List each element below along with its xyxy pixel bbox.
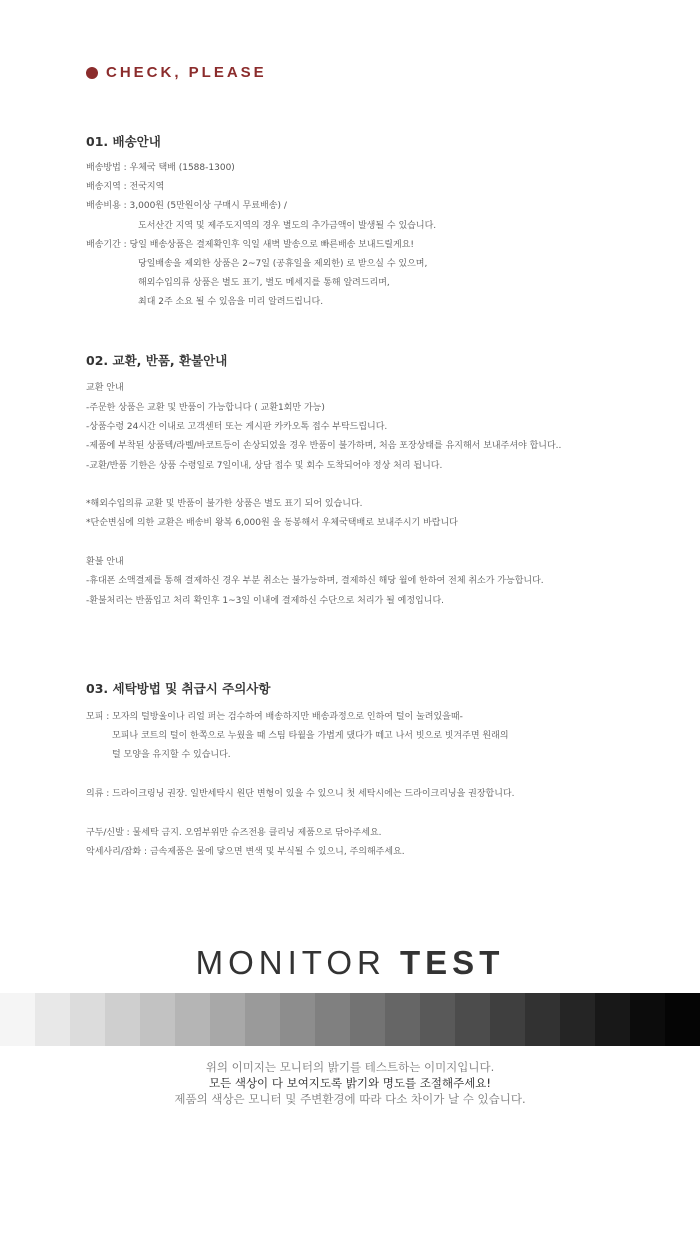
grayscale-swatch [665,993,700,1046]
monitor-title-light: MONITOR [195,944,401,981]
washing-title: 03. 세탁방법 및 취급시 주의사항 [86,681,271,696]
monitor-note: 제품의 색상은 모니터 및 주변환경에 따라 다소 차이가 날 수 있습니다. [174,1092,526,1106]
grayscale-swatch [35,993,70,1046]
grayscale-swatch [210,993,245,1046]
exchange-line: 환불 안내 [86,557,124,567]
shipping-line: 배송기간 : 당일 배송상품은 결제확인후 익일 새벽 발송으로 빠른배송 보내드릴게요! [86,240,414,250]
grayscale-swatch [315,993,350,1046]
grayscale-swatch [455,993,490,1046]
exchange-line: -교환/반품 기한은 상품 수령일로 7일이내, 상담 접수 및 회수 도착되어야 정상 처리 됩니다. [86,461,443,471]
exchange-line: -환불처리는 반품입고 처리 확인후 1~3일 이내에 결제하신 수단으로 처리가 될 예정입니다. [86,596,445,606]
shipping-line: 배송방법 : 우체국 택배 (1588-1300) [86,163,235,173]
grayscale-swatch [595,993,630,1046]
grayscale-swatch [245,993,280,1046]
monitor-test-title [0,944,700,982]
shipping-line: 최대 2주 소요 될 수 있음을 미리 알려드립니다. [138,297,324,307]
monitor-title-bold: TEST [400,944,505,981]
exchange-line: 교환 안내 [86,383,124,393]
bullet-dot-icon [86,67,98,79]
shipping-line: 배송비용 : 3,000원 (5만원이상 구매시 무료배송) / [86,201,287,211]
washing-line: 털 모양을 유지할 수 있습니다. [112,750,231,760]
grayscale-swatch [560,993,595,1046]
washing-line: 모피 : 모자의 털방울이나 리얼 퍼는 검수하여 배송하지만 배송과정으로 인하여 털이 눌려있을때- [86,712,463,722]
exchange-line: *단순변심에 의한 교환은 배송비 왕복 6,000원 을 동봉해서 우체국택배로 보내주시기 바랍니다 [86,518,458,528]
washing-line: 모피나 코트의 털이 한쪽으로 누웠을 때 스팀 타월을 가볍게 댔다가 떼고 나서 빗으로 빗겨주면 원래의 [112,731,509,741]
shipping-line: 해외수입의류 상품은 별도 표기, 별도 메세지를 통해 알려드리며, [138,278,390,288]
grayscale-swatch [70,993,105,1046]
check-please-header [86,64,267,81]
exchange-title: 02. 교환, 반품, 환불안내 [86,353,228,368]
shipping-line: 당일배송을 제외한 상품은 2~7일 (공휴일을 제외한) 로 받으실 수 있으며, [138,259,428,269]
exchange-line: -주문한 상품은 교환 및 반품이 가능합니다 ( 교환1회만 가능) [86,403,325,413]
shipping-line: 도서산간 지역 및 제주도지역의 경우 별도의 추가금액이 발생될 수 있습니다. [138,221,437,231]
washing-line: 악세사리/잡화 : 금속제품은 물에 닿으면 변색 및 부식될 수 있으니, 주의해주세요. [86,847,405,857]
header-title: CHECK, PLEASE [106,64,267,81]
grayscale-swatch [140,993,175,1046]
grayscale-swatch [630,993,665,1046]
grayscale-swatch [490,993,525,1046]
exchange-line: -상품수령 24시간 이내로 고객센터 또는 게시판 카카오톡 접수 부탁드립니다. [86,422,388,432]
grayscale-swatch [175,993,210,1046]
exchange-line: -제품에 부착된 상품텍/라벨/바코트등이 손상되었을 경우 반품이 불가하며, 처음 포장상태를 유지해서 보내주셔야 합니다.. [86,441,562,451]
monitor-note-emphasis: 모든 색상이 다 보여지도록 밝기와 명도를 조절해주세요! [208,1076,492,1090]
grayscale-swatch [420,993,455,1046]
grayscale-swatch [105,993,140,1046]
grayscale-swatch [0,993,35,1046]
grayscale-swatch [525,993,560,1046]
washing-line: 구두/신발 : 물세탁 금지. 오염부위만 슈즈전용 클리닝 제품으로 닦아주세요. [86,828,382,838]
shipping-title: 01. 배송안내 [86,134,161,149]
grayscale-swatch [385,993,420,1046]
grayscale-bar [0,993,700,1046]
grayscale-swatch [280,993,315,1046]
exchange-line: -휴대폰 소액결제를 통해 결제하신 경우 부분 취소는 불가능하며, 결제하신 해당 월에 한하여 전체 취소가 가능합니다. [86,576,544,586]
grayscale-swatch [350,993,385,1046]
shipping-line: 배송지역 : 전국지역 [86,182,165,192]
exchange-line: *해외수입의류 교환 및 반품이 불가한 상품은 별도 표기 되어 있습니다. [86,499,363,509]
monitor-note: 위의 이미지는 모니터의 밝기를 테스트하는 이미지입니다. [205,1060,495,1074]
washing-line: 의류 : 드라이크링닝 권장. 일반세탁시 원단 변형이 있을 수 있으니 첫 세탁시에는 드라이크리닝을 권장합니다. [86,789,515,799]
